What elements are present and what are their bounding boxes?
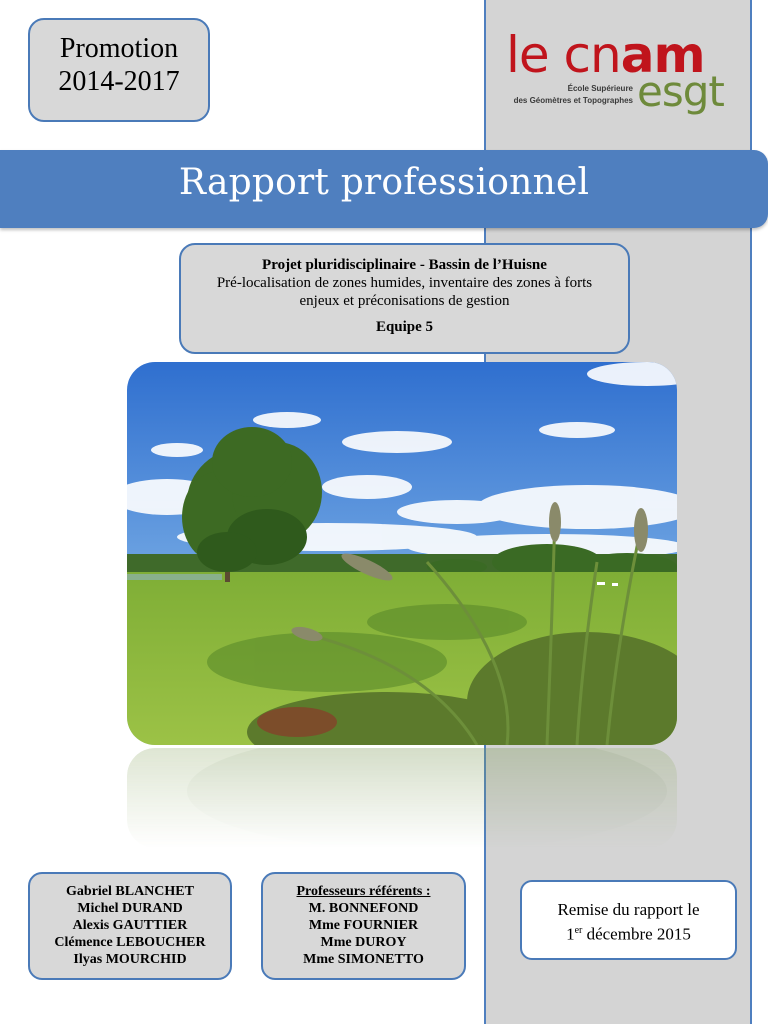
report-title: Rapport professionnel bbox=[178, 162, 590, 203]
student-name: Alexis GAUTTIER bbox=[72, 918, 188, 933]
project-team: Equipe 5 bbox=[375, 319, 434, 335]
logo-cnam-text: le cnam bbox=[506, 26, 705, 84]
project-description: Pré-localisation de zones humides, inventaire des zones à forts enjeux et préconisations de gestion bbox=[216, 275, 593, 309]
submission-date: 1er décembre 2015 bbox=[566, 924, 691, 944]
promotion-box bbox=[28, 18, 210, 122]
student-name: Gabriel BLANCHET bbox=[66, 884, 194, 899]
professor-name: Mme DUROY bbox=[320, 935, 407, 950]
professors-box bbox=[261, 872, 466, 980]
students-box bbox=[28, 872, 232, 980]
promotion-years: 2014-2017 bbox=[58, 66, 180, 97]
submission-date-box bbox=[520, 880, 737, 960]
title-banner bbox=[0, 150, 768, 228]
promotion-label: Promotion bbox=[59, 33, 179, 64]
professors-heading: Professeurs référents : bbox=[296, 884, 431, 899]
student-name: Clémence LEBOUCHER bbox=[54, 935, 206, 950]
professor-name: Mme FOURNIER bbox=[308, 918, 419, 933]
project-box bbox=[179, 243, 630, 354]
cover-photo bbox=[127, 362, 677, 745]
student-name: Ilyas MOURCHID bbox=[73, 952, 187, 967]
logo-esgt-text: esgt bbox=[637, 67, 724, 116]
logo-school-line2: des Géomètres et Topographes bbox=[513, 96, 633, 105]
professor-name: M. BONNEFOND bbox=[308, 901, 419, 916]
professor-name: Mme SIMONETTO bbox=[303, 952, 424, 967]
cnam-esgt-logo bbox=[500, 25, 745, 125]
submission-label: Remise du rapport le bbox=[557, 900, 700, 919]
logo-school-line1: École Supérieure bbox=[567, 84, 633, 93]
student-name: Michel DURAND bbox=[77, 901, 183, 916]
project-title: Projet pluridisciplinaire - Bassin de l’Huisne bbox=[262, 257, 547, 273]
cover-photo-reflection bbox=[127, 748, 677, 848]
